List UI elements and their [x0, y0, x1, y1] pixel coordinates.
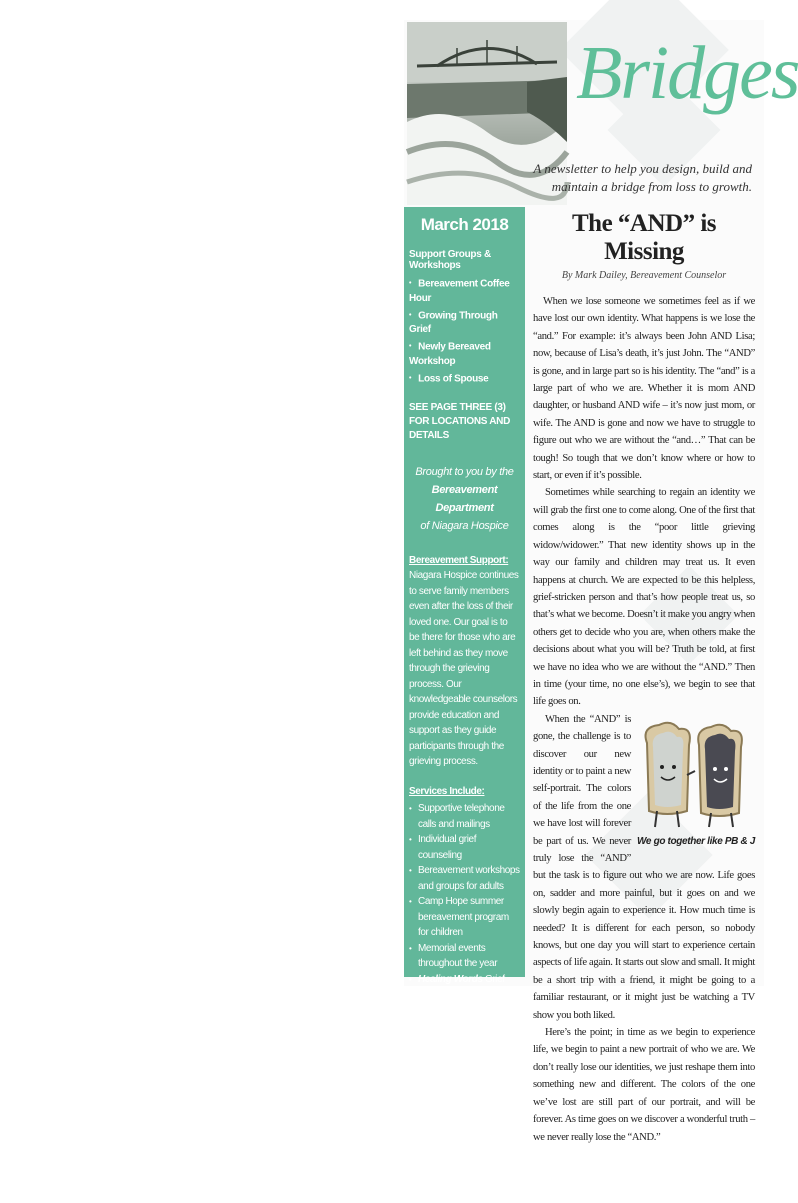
- article-title: The “AND” is Missing: [571, 210, 716, 265]
- note-label: Please note:: [409, 1080, 464, 1092]
- list-item: • Newly Bereaved Workshop: [409, 340, 520, 369]
- list-item: • Bereavement workshops and groups for adults: [409, 863, 520, 894]
- paragraph: Sometimes while searching to regain an identity we will grab the first one to come along. One of the first that comes along is the “poor little grieving widow/widower.” That new identity shows up in the way our family and children may treat us. It even happens at church. We are expected to be this helpless, grief-stricken person and that’s how people treat us, so that’s what we become. Doesn’t it make you angry when others get to decide who you are, when others make the decisions about what you will be? Truth be told, at first we have no idea who we are without the “AND.” Then in time (your time, no one else’s), we begin to see that life goes on.: [533, 487, 755, 708]
- article-body: [533, 293, 755, 1146]
- brought-line: Brought to you by the: [415, 465, 514, 478]
- list-item: • Individual grief counseling: [409, 832, 520, 863]
- bereavement-support: [409, 553, 520, 770]
- brought-to-you: [409, 463, 520, 535]
- newsletter-title: Bridges: [576, 31, 798, 115]
- pbj-illustration: [637, 715, 755, 851]
- support-groups-list: [409, 277, 520, 387]
- please-note: [409, 1079, 520, 1203]
- newsletter-tagline: A newsletter to help you design, build and maintain a bridge from loss to growth.: [533, 161, 752, 194]
- support-text: Niagara Hospice continues to serve family members even after the loss of their loved one. Our goal is to be there for those who are left behind as they move through the grieving process. Our knowledgeable counselors provide education and support as they guide participants through the grieving process.: [409, 570, 519, 768]
- support-label: Bereavement Support:: [409, 554, 509, 566]
- department-name: Bereavement Department: [431, 483, 498, 514]
- brought-line: of Niagara Hospice: [420, 519, 509, 532]
- list-item: • Camp Hope summer bereavement program for children: [409, 894, 520, 941]
- list-item: • Information and referral services: [409, 1003, 520, 1034]
- paragraph: Here’s the point; in time as we begin to experience life, we begin to paint a new portrait of who we are. We don’t really lose our identities, we just reshape them into something new and different. The colors of the one we’ve lost are still part of our portrait, and will be forever. As time goes on we discover a wonderful truth – we never really lose the “AND.”: [533, 1027, 755, 1143]
- list-item: • Healing Words Grief Library: [409, 972, 520, 1003]
- list-item: • Growing Through Grief: [409, 309, 520, 338]
- services-list: [409, 801, 520, 1065]
- paragraph: When the “AND” is gone, the challenge is to discover our new identity or to paint a new self-portrait. The colors of the life from the one we have lost will forever be part of us. We never truly lose the “AND” but the task is to figure out who we are now. Life goes on, sadder and more painful, but it goes on and we slowly begin again to experience it. How much time is needed? It is different for each person, so nobody knows, but one day you will start to experience certain aspects of life again. It starts out slow and small. It might be a short trip with a friend, it might be going to a familiar restaurant, or it might just be watching a TV show you both liked.: [533, 713, 755, 1021]
- list-item: • Bridges monthly newsletter: [409, 1034, 520, 1065]
- list-item: • Memorial events throughout the year: [409, 941, 520, 972]
- list-item: • Bereavement Coffee Hour: [409, 277, 520, 306]
- bread-slices-icon: [637, 715, 755, 833]
- services-heading: [409, 784, 520, 800]
- article: [533, 210, 755, 1146]
- article-byline: By Mark Dailey, Bereavement Counselor: [561, 270, 727, 281]
- support-groups-heading: Support Groups & Workshops: [409, 249, 491, 271]
- list-item: • Loss of Spouse: [409, 372, 520, 387]
- see-page-note: SEE PAGE THREE (3) FOR LOCATIONS AND DETAILS: [409, 401, 511, 441]
- list-item: • Supportive telephone calls and mailings: [409, 801, 520, 832]
- paragraph: When we lose someone we sometimes feel as if we have lost our own identity. What happens is we lose the “and.” For example: it’s always been John AND Lisa; now, because of Lisa’s death, it’s just John. The “AND” is gone, and in large part so is his identity. The “and” is a large part of who we are. Whether it is mom AND daughter, or husband AND wife – it’s now just mom, or wife. The AND is gone and now we have to struggle to figure out who we are without the “and…” That can be tough! So tough that we don’t know where or how to start, or even if it’s possible.: [533, 296, 755, 482]
- services-label: Services Include:: [409, 785, 485, 797]
- sidebar: [404, 207, 525, 1201]
- image-caption: We go together like PB & J: [637, 836, 755, 848]
- note-text: Our services are designed for bereavement education and support. They are NOT meant to replace or mitigate mental health counseling or psychotherapy.: [409, 1080, 517, 1201]
- issue-date: March 2018: [420, 215, 509, 234]
